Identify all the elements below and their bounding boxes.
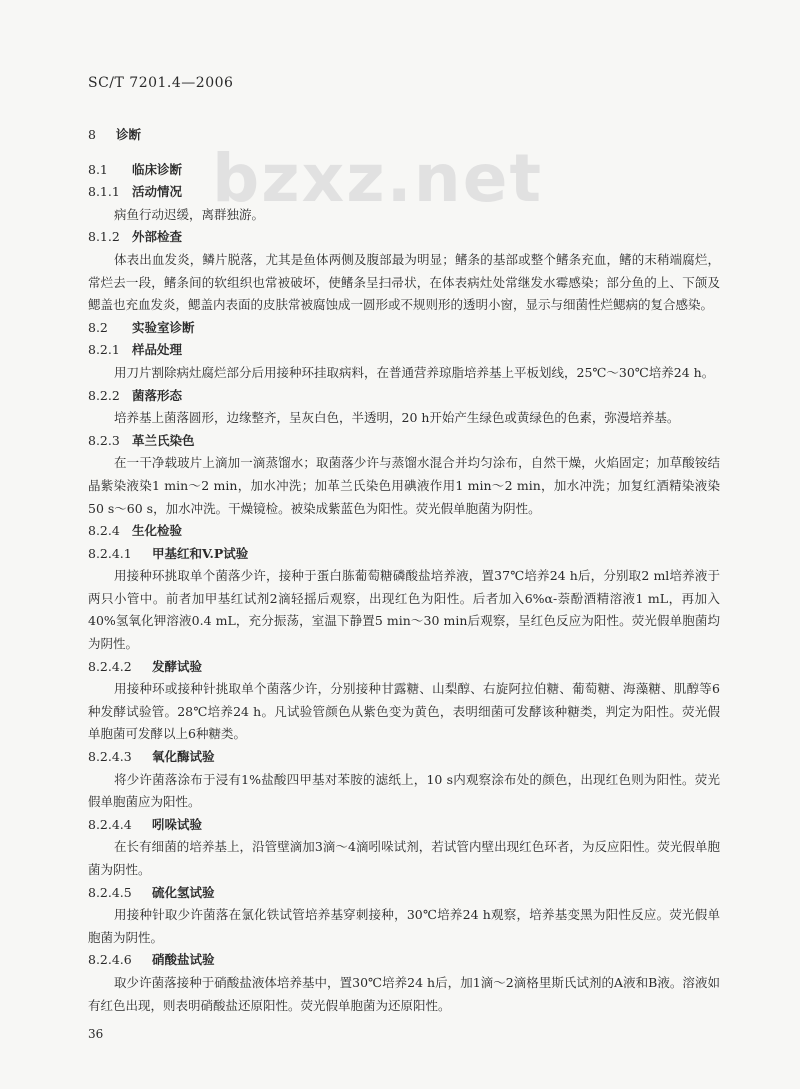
section-number: 8.1.1: [88, 184, 120, 200]
document-body: [88, 124, 720, 1017]
section-number: 8.2: [88, 319, 108, 335]
section-title: 菌落形态: [132, 387, 183, 403]
section-number: 8.2.4: [88, 523, 120, 539]
section-number: 8.2.2: [88, 387, 120, 403]
section-number: 8.2.3: [88, 432, 120, 448]
section-title: 诊断: [116, 127, 142, 142]
section-title: 氧化酶试验: [152, 749, 215, 765]
section-title: 吲哚试验: [152, 816, 203, 832]
section-title: 硫化氢试验: [152, 884, 215, 900]
paragraph: 体表出血发炎，鳞片脱落，尤其是鱼体两侧及腹部最为明显；鳍条的基部或整个鳍条充血，鳍的末稍端腐烂，常烂去一段，鳍条间的软组织也常被破坏，使鳍条呈扫帚状，在体表病灶处常继发水霉感染；部分鱼的上、下颌及鳃盖也充血发炎，鳃盖内表面的皮肤常被腐蚀成一圆形或不规则形的透明小窗，显示与细菌性烂鳃病的复合感染。: [88, 251, 720, 313]
section-heading: [88, 520, 720, 543]
section-number: 8.2.4.2: [88, 658, 132, 674]
section-title: 生化检验: [132, 523, 183, 539]
section-heading: [88, 746, 720, 769]
section-number: 8.2.4.3: [88, 749, 132, 765]
paragraph: 在一干净载玻片上滴加一滴蒸馏水；取菌落少许与蒸馏水混合并均匀涂布，自然干燥，火焰固定；加草酸铵结晶紫染液染1 min～2 min，加水冲洗；加革兰氏染色用碘液作用1 min～2 min，加水冲洗；加复红酒精染液染50 s～60 s，加水冲洗。干燥镜检。被染成紫蓝色为阳性。荧光假单胞菌为阴性。: [88, 455, 720, 516]
section-title: 活动情况: [132, 184, 183, 200]
watermark: bzxz.net: [212, 140, 544, 217]
section-number: 8.2.1: [88, 342, 120, 358]
section-heading: [88, 430, 720, 453]
section-heading: [88, 317, 720, 340]
section-title: 实验室诊断: [132, 319, 195, 335]
section-heading: [88, 226, 720, 249]
paragraph: 在长有细菌的培养基上，沿管壁滴加3滴～4滴吲哚试剂，若试管内壁出现红色环者，为反应阳性。荧光假单胞菌为阴性。: [88, 839, 720, 877]
standard-number: SC/T 7201.4—2006: [88, 75, 234, 91]
section-number: 8.2.4.6: [88, 952, 132, 968]
section-title: 硝酸盐试验: [152, 952, 215, 968]
paragraph: 培养基上菌落圆形，边缘整齐，呈灰白色，半透明，20 h开始产生绿色或黄绿色的色素，弥漫培养基。: [114, 410, 680, 426]
section-number: 8.2.4.4: [88, 816, 132, 832]
section-title: 革兰氏染色: [132, 432, 195, 448]
section-title: 临床诊断: [132, 161, 183, 177]
section-number: 8.1: [88, 161, 108, 177]
section-heading: [88, 181, 720, 204]
section-number: 8.2.4.5: [88, 884, 132, 900]
section-title: 发酵试验: [152, 658, 203, 674]
section-heading: [88, 159, 720, 182]
section-heading: [88, 385, 720, 408]
section-number: 8: [88, 127, 96, 142]
paragraph: 将少许菌落涂布于浸有1%盐酸四甲基对苯胺的滤纸上，10 s内观察涂布处的颜色，出现红色则为阳性。荧光假单胞菌应为阳性。: [88, 771, 720, 810]
section-heading: [88, 543, 720, 566]
paragraph: 用接种针取少许菌落在氯化铁试管培养基穿刺接种，30℃培养24 h观察，培养基变黑为阳性反应。荧光假单胞菌为阴性。: [88, 907, 720, 945]
section-title: 样品处理: [132, 342, 183, 358]
section-title: 甲基红和V.P试验: [152, 545, 249, 561]
section-number: 8.1.2: [88, 229, 120, 245]
section-number: 8.2.4.1: [88, 545, 132, 561]
section-heading: [88, 949, 720, 972]
section-heading: [88, 882, 720, 905]
section-heading: [88, 656, 720, 679]
paragraph: 病鱼行动迟缓，离群独游。: [114, 206, 265, 222]
section-title: 外部检查: [132, 229, 183, 245]
section-heading: [88, 814, 720, 837]
section-heading: [88, 124, 720, 147]
paragraph: 用刀片割除病灶腐烂部分后用接种环挂取病料，在普通营养琼脂培养基上平板划线，25℃～30℃培养24 h。: [114, 364, 715, 380]
paragraph: 用接种环挑取单个菌落少许，接种于蛋白胨葡萄糖磷酸盐培养液，置37℃培养24 h后，分别取2 ml培养液于两只小管中。前者加甲基红试剂2滴轻摇后观察，出现红色为阳性。后者加入6%α-萘酚酒精溶液1 mL，再加入40%氢氧化钾溶液0.4 mL，充分振荡，室温下静置5 min～30 min后观察，呈红色反应为阳性。荧光假单胞菌均为阴性。: [88, 568, 720, 652]
page-number: 36: [88, 1027, 104, 1041]
paragraph: 取少许菌落接种于硝酸盐液体培养基中，置30℃培养24 h后，加1滴～2滴格里斯氏试剂的A液和B液。溶液如有红色出现，则表明硝酸盐还原阳性。荧光假单胞菌为还原阳性。: [88, 974, 720, 1013]
paragraph: 用接种环或接种针挑取单个菌落少许，分别接种甘露糖、山梨醇、右旋阿拉伯糖、葡萄糖、海藻糖、肌醇等6种发酵试验管。28℃培养24 h。凡试验管颜色从紫色变为黄色，表明细菌可发酵该种糖类，判定为阳性。荧光假单胞菌可发酵以上6种糖类。: [88, 681, 720, 742]
section-heading: [88, 339, 720, 362]
